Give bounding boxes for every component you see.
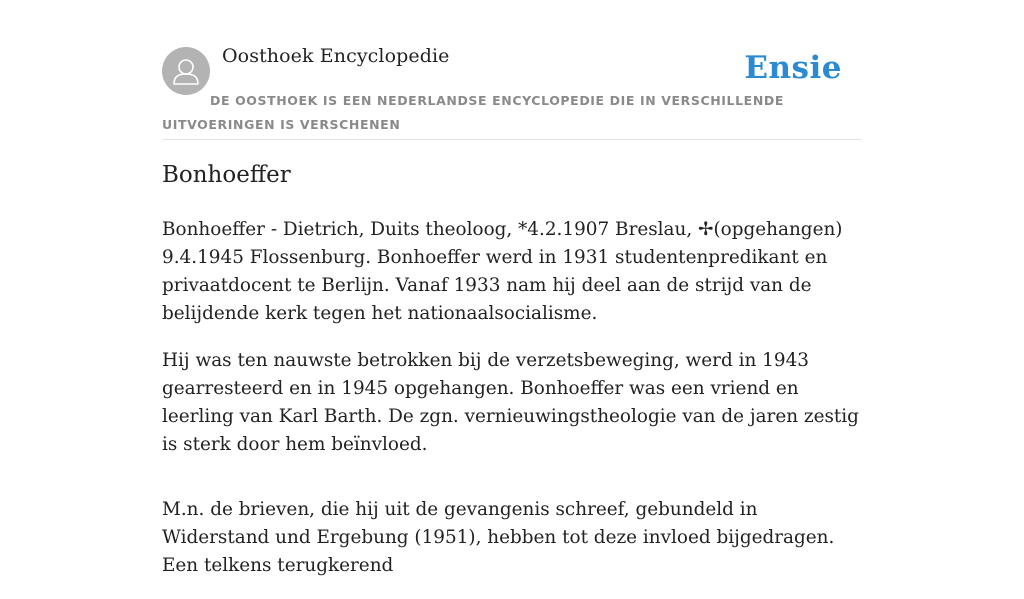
brand-logo[interactable]: Ensie [744, 50, 842, 86]
user-silhouette-icon [162, 47, 210, 95]
header-divider [162, 139, 862, 140]
article-paragraph: Bonhoeffer - Dietrich, Duits theoloog, *4.2.1907 Breslau, ✢(opgehangen) 9.4.1945 Flossenburg. Bonhoeffer werd in 1931 studentenpredikant en privaatdocent te Berlijn. Vanaf 1933 nam hij deel aan de strijd van de belijdende kerk tegen het nationaalsocialisme. [162, 219, 843, 324]
site-tagline: DE OOSTHOEK IS EEN NEDERLANDSE ENCYCLOPEDIE DIE IN VERSCHILLENDE UITVOERINGEN IS VERSCHENEN [162, 93, 784, 132]
article-paragraph: Hij was ten nauwste betrokken bij de verzetsbeweging, werd in 1943 gearresteerd en in 1945 opgehangen. Bonhoeffer was een vriend en leerling van Karl Barth. De zgn. vernieuwingstheologie van de jaren zestig is sterk door hem beïnvloed. [162, 350, 859, 455]
site-name[interactable]: Oosthoek Encyclopedie [222, 45, 450, 67]
author-avatar[interactable] [162, 47, 210, 95]
article-paragraph: M.n. de brieven, die hij uit de gevangenis schreef, gebundeld in Widerstand und Ergebung (1951), hebben tot deze invloed bijgedragen. Een telkens terugkerend [162, 499, 835, 576]
article-title: Bonhoeffer [162, 162, 291, 188]
article-body [162, 216, 864, 599]
